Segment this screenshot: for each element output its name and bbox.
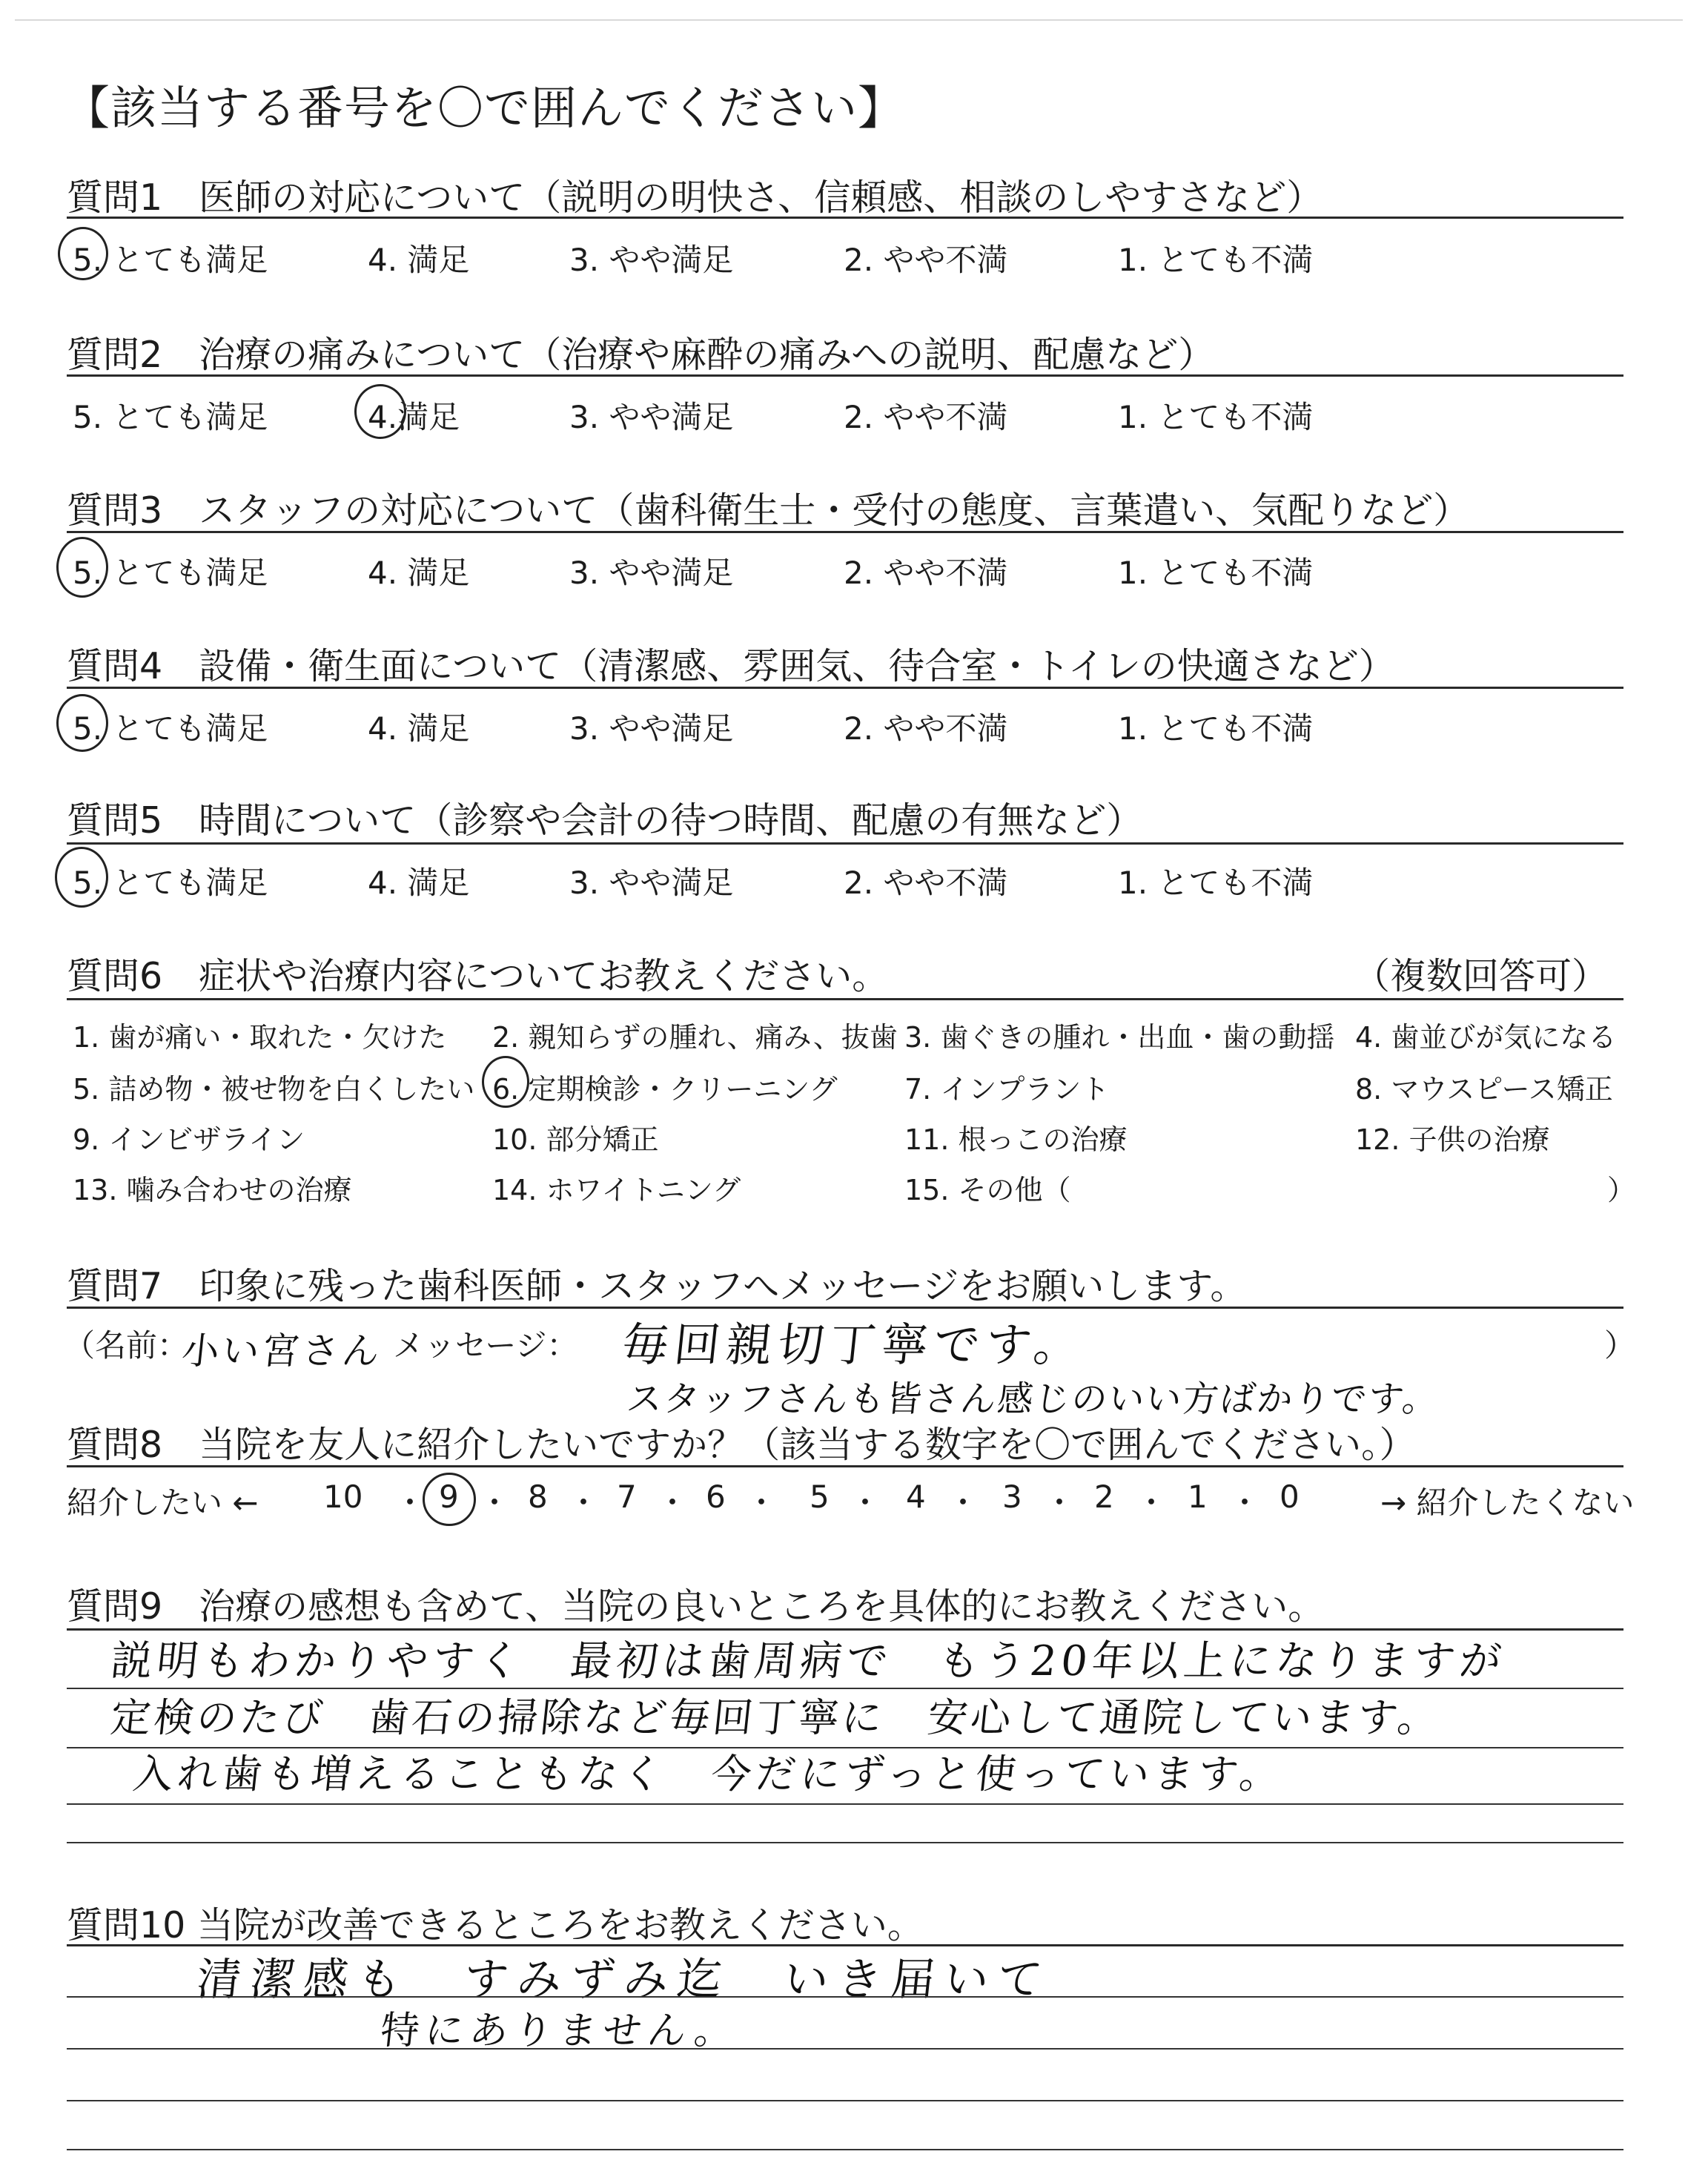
q6-option-8[interactable]: 8. マウスピース矯正 <box>1355 1073 1613 1106</box>
q5-option-2[interactable]: 2. やや不満 <box>844 865 1008 901</box>
q8-scale-2[interactable]: 2 <box>1094 1479 1114 1515</box>
q5-selected-circle <box>55 847 108 908</box>
scan-edge-line <box>15 19 1683 21</box>
q4-option-4[interactable]: 4. 満足 <box>368 710 470 747</box>
q1-option-1[interactable]: 1. とても不満 <box>1118 242 1314 278</box>
q4-option-5[interactable]: 5. とても満足 <box>73 710 268 747</box>
q10-answer-line2[interactable]: 特にありません。 <box>378 2009 741 2053</box>
q9-title: 質問9 治療の感想も含めて、当院の良いところを具体的にお教えください。 <box>67 1585 1325 1628</box>
q2-title: 質問2 治療の痛みについて（治療や麻酔の痛みへの説明、配慮など） <box>67 334 1215 376</box>
q6-option-10[interactable]: 10. 部分矯正 <box>492 1123 659 1156</box>
q9-answer-line1[interactable]: 説明もわかりやすく 最初は歯周病で もう20年以上になりますが <box>108 1637 1509 1685</box>
q8-scale-5[interactable]: 5 <box>810 1479 830 1515</box>
q6-option-1[interactable]: 1. 歯が痛い・取れた・欠けた <box>73 1021 447 1054</box>
q8-scale-6[interactable]: 6 <box>706 1479 726 1515</box>
q8-dot: ・ <box>568 1484 600 1521</box>
q6-note: （複数回答可） <box>1354 955 1609 997</box>
q7-message-line2[interactable]: スタッフさんも皆さん感じのいい方ばかりです。 <box>624 1378 1442 1420</box>
q3-option-2[interactable]: 2. やや不満 <box>844 555 1008 591</box>
q2-option-5[interactable]: 5. とても満足 <box>73 399 268 435</box>
q1-option-2[interactable]: 2. やや不満 <box>844 242 1008 278</box>
q8-dot: ・ <box>1044 1484 1076 1521</box>
q8-scale-3[interactable]: 3 <box>1002 1479 1022 1515</box>
q8-dot: ・ <box>746 1484 778 1521</box>
q9-writing-line <box>67 1842 1623 1843</box>
q6-option-7[interactable]: 7. インプラント <box>904 1073 1110 1106</box>
q6-rule <box>67 998 1623 1000</box>
q8-dot: ・ <box>947 1484 979 1521</box>
q10-writing-line <box>67 2149 1623 2150</box>
q4-rule <box>67 687 1623 689</box>
q2-option-1[interactable]: 1. とても不満 <box>1118 399 1314 435</box>
q1-rule <box>67 217 1623 219</box>
q2-rule <box>67 374 1623 377</box>
q6-option-14[interactable]: 14. ホワイトニング <box>492 1174 741 1206</box>
q8-dot: ・ <box>1229 1484 1261 1521</box>
q8-left-label: 紹介したい ← <box>67 1484 259 1521</box>
q9-answer-line2[interactable]: 定検のたび 歯石の掃除など毎回丁寧に 安心して通院しています。 <box>108 1694 1443 1741</box>
q3-option-5[interactable]: 5. とても満足 <box>73 555 268 591</box>
q10-writing-line <box>67 2100 1623 2101</box>
q8-scale-1[interactable]: 1 <box>1188 1479 1208 1515</box>
q6-option-3[interactable]: 3. 歯ぐきの腫れ・出血・歯の動揺 <box>904 1021 1335 1054</box>
q4-option-2[interactable]: 2. やや不満 <box>844 710 1008 747</box>
q7-title: 質問7 印象に残った歯科医師・スタッフへメッセージをお願いします。 <box>67 1265 1247 1307</box>
q6-option-15-close: ） <box>1607 1174 1636 1206</box>
q8-dot: ・ <box>479 1484 511 1521</box>
q1-option-4[interactable]: 4. 満足 <box>368 242 470 278</box>
q1-selected-circle <box>58 227 108 280</box>
q8-selected-circle <box>423 1473 476 1526</box>
q6-option-15[interactable]: 15. その他（ <box>904 1174 1071 1206</box>
q9-writing-line <box>67 1803 1623 1805</box>
q6-option-5[interactable]: 5. 詰め物・被せ物を白くしたい <box>73 1073 475 1106</box>
q10-writing-line <box>67 2048 1623 2050</box>
q5-rule <box>67 842 1623 845</box>
q7-name-label: （名前： <box>64 1327 189 1364</box>
q8-scale-9[interactable]: 9 <box>439 1479 459 1515</box>
q5-title: 質問5 時間について（診察や会計の待つ時間、配慮の有無など） <box>67 799 1143 842</box>
q10-writing-line <box>67 1996 1623 1998</box>
q9-answer-line3[interactable]: 入れ歯も増えることもなく 今だにずっと使っています。 <box>130 1751 1287 1797</box>
q7-close-paren: ） <box>1604 1327 1636 1364</box>
q8-scale-7[interactable]: 7 <box>617 1479 637 1515</box>
q8-scale-0[interactable]: 0 <box>1280 1479 1300 1515</box>
q2-selected-circle <box>354 384 406 439</box>
q1-option-3[interactable]: 3. やや満足 <box>569 242 734 278</box>
q8-rule <box>67 1465 1623 1467</box>
q10-title: 質問10 当院が改善できるところをお教えください。 <box>67 1904 924 1946</box>
q4-option-3[interactable]: 3. やや満足 <box>569 710 734 747</box>
q5-option-5[interactable]: 5. とても満足 <box>73 865 268 901</box>
q8-right-label: → 紹介したくない <box>1380 1484 1635 1521</box>
q5-option-3[interactable]: 3. やや満足 <box>569 865 734 901</box>
q8-dot: ・ <box>850 1484 881 1521</box>
q7-message-line1[interactable]: 毎回親切丁寧です。 <box>619 1318 1089 1372</box>
q3-option-1[interactable]: 1. とても不満 <box>1118 555 1314 591</box>
q4-title: 質問4 設備・衛生面について（清潔感、雰囲気、待合室・トイレの快適さなど） <box>67 645 1395 687</box>
q10-answer-line1[interactable]: 清潔感も すみずみ迄 いき届いて <box>193 1954 1054 2006</box>
q4-selected-circle <box>56 694 108 752</box>
q8-dot: ・ <box>394 1484 426 1521</box>
q8-dot: ・ <box>1136 1484 1168 1521</box>
q6-option-9[interactable]: 9. インビザライン <box>73 1123 305 1156</box>
instruction-header: 【該当する番号を〇で囲んでください】 <box>64 81 905 135</box>
q6-option-6[interactable]: 6. 定期検診・クリーニング <box>492 1073 838 1106</box>
q8-scale-4[interactable]: 4 <box>906 1479 926 1515</box>
q3-title: 質問3 スタッフの対応について（歯科衛生士・受付の態度、言葉遣い、気配りなど） <box>67 489 1470 532</box>
q6-option-4[interactable]: 4. 歯並びが気になる <box>1355 1021 1617 1054</box>
q6-option-13[interactable]: 13. 噛み合わせの治療 <box>73 1174 352 1206</box>
q5-option-1[interactable]: 1. とても不満 <box>1118 865 1314 901</box>
q4-option-1[interactable]: 1. とても不満 <box>1118 710 1314 747</box>
q3-option-4[interactable]: 4. 満足 <box>368 555 470 591</box>
q2-option-2[interactable]: 2. やや不満 <box>844 399 1008 435</box>
q2-option-3[interactable]: 3. やや満足 <box>569 399 734 435</box>
q1-title: 質問1 医師の対応について（説明の明快さ、信頼感、相談のしやすさなど） <box>67 176 1323 219</box>
q7-name-value[interactable]: 小い宮さん <box>179 1330 385 1373</box>
q3-option-3[interactable]: 3. やや満足 <box>569 555 734 591</box>
q6-option-2[interactable]: 2. 親知らずの腫れ、痛み、抜歯 <box>492 1021 898 1054</box>
q3-selected-circle <box>56 537 108 598</box>
q6-selected-circle <box>482 1056 529 1108</box>
q5-option-4[interactable]: 4. 満足 <box>368 865 470 901</box>
q8-scale-8[interactable]: 8 <box>528 1479 548 1515</box>
q8-dot: ・ <box>657 1484 689 1521</box>
q6-option-11[interactable]: 11. 根っこの治療 <box>904 1123 1128 1156</box>
q6-title: 質問6 症状や治療内容についてお教えください。 <box>67 955 889 997</box>
q7-message-label: メッセージ： <box>393 1327 578 1364</box>
q8-scale-10[interactable]: 10 <box>323 1479 363 1515</box>
q3-rule <box>67 531 1623 533</box>
q2-option-4[interactable]: 4.満足 <box>368 399 460 435</box>
q1-option-5[interactable]: 5. とても満足 <box>73 242 268 278</box>
q6-option-12[interactable]: 12. 子供の治療 <box>1355 1123 1550 1156</box>
q8-title: 質問8 当院を友人に紹介したいですか？（該当する数字を〇で囲んでください。） <box>67 1424 1416 1466</box>
